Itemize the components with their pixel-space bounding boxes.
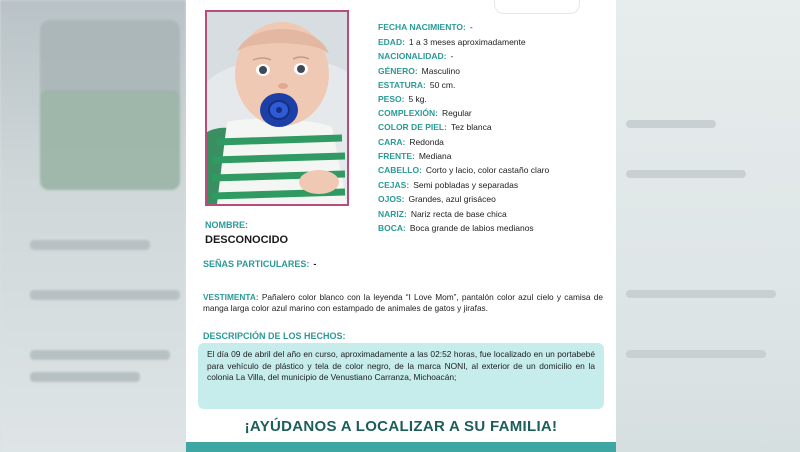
blurred-text-bar	[626, 290, 776, 298]
field-frente: FRENTE: Mediana	[378, 151, 452, 161]
field-fecha-nacimiento: FECHA NACIMIENTO: -	[378, 22, 473, 32]
nombre-value: DESCONOCIDO	[205, 234, 289, 246]
missing-child-flyer	[186, 0, 616, 452]
senas-particulares: SEÑAS PARTICULARES: -	[203, 259, 317, 269]
nombre-label: NOMBRE:	[205, 220, 248, 230]
child-photo	[205, 10, 349, 206]
vestimenta-value: Pañalero color blanco con la leyenda “I Love Mom”, pantalón color azul cielo y camisa de manga larga color azul marino con estampado de animales de gatos y jirafas.	[203, 292, 603, 313]
descripcion-label: DESCRIPCIÓN DE LOS HECHOS:	[203, 331, 346, 341]
field-edad: EDAD: 1 a 3 meses aproximadamente	[378, 37, 526, 47]
field-cejas: CEJAS: Semi pobladas y separadas	[378, 180, 519, 190]
field-nariz: NARIZ: Nariz recta de base chica	[378, 209, 507, 219]
blurred-text-bar	[626, 170, 746, 178]
field-nacionalidad: NACIONALIDAD: -	[378, 51, 454, 61]
field-ojos: OJOS: Grandes, azul grisáceo	[378, 194, 496, 204]
blurred-text-bar	[626, 120, 716, 128]
field-cabello: CABELLO: Corto y lacio, color castaño claro	[378, 165, 550, 175]
cta-heading: ¡AYÚDANOS A LOCALIZAR A SU FAMILIA!	[244, 418, 558, 435]
blurred-background-right	[616, 0, 800, 452]
field-peso: PESO: 5 kg.	[378, 94, 427, 104]
field-color-piel: COLOR DE PIEL: Tez blanca	[378, 122, 492, 132]
vestimenta-label: VESTIMENTA:	[203, 292, 259, 302]
vestimenta	[203, 292, 603, 314]
blurred-text-bar	[30, 372, 140, 382]
field-genero: GÉNERO: Masculino	[378, 66, 460, 76]
footer-bar	[186, 442, 616, 452]
field-cara: CARA: Redonda	[378, 137, 444, 147]
blurred-text-bar	[30, 350, 170, 360]
blurred-text-bar	[30, 240, 150, 250]
blurred-text-bar	[626, 350, 766, 358]
header-tab	[494, 0, 580, 14]
blurred-text-bar	[30, 290, 180, 300]
field-boca: BOCA: Boca grande de labios medianos	[378, 223, 534, 233]
blurred-photo-shape	[40, 90, 180, 190]
descripcion-text: El día 09 de abril del año en curso, aproximadamente a las 02:52 horas, fue localizado en un portabebé para vehículo de plástico y tela de color negro, de la marca NONI, al exterior de un domicilio en la colonia La Villa, del municipio de Venustiano Carranza, Michoacán;	[198, 343, 604, 409]
field-complexion: COMPLEXIÓN: Regular	[378, 108, 472, 118]
field-estatura: ESTATURA: 50 cm.	[378, 80, 456, 90]
blurred-background-left	[0, 0, 186, 452]
